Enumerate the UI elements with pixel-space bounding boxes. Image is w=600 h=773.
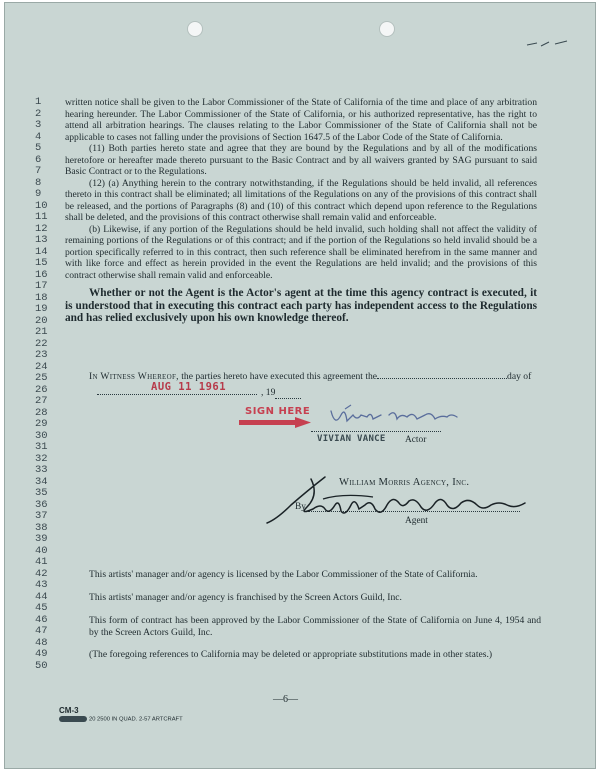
line-number: 25 <box>35 372 48 384</box>
actor-signature <box>325 401 475 435</box>
agent-label: Agent <box>405 516 428 526</box>
line-number: 13 <box>35 234 48 246</box>
line-number: 18 <box>35 291 48 304</box>
paragraph-arbitration: written notice shall be given to the Labor Commissioner of the State of California of the time and place of any arbitration hearing hereunder. The Labor Commissioner of the State of California, or his authorized representative, has the right to attend all arbitration hearings. The clauses relating to the Labor Commissioner of the State of California shall not be applicable to cases not falling under the provisions of Section 1647.5 of the Labor Code of the State of California. <box>65 97 537 143</box>
line-number: 6 <box>35 153 42 166</box>
line-number: 19 <box>35 303 48 315</box>
line-number: 17 <box>35 280 48 292</box>
line-number: 37 <box>35 510 48 522</box>
line-number: 22 <box>35 337 48 350</box>
line-number: 41 <box>35 556 48 568</box>
line-number: 14 <box>35 245 48 258</box>
arrow-right-icon <box>239 417 311 429</box>
agency-name: William Morris Agency, Inc. <box>339 477 470 488</box>
agent-signature <box>263 469 533 527</box>
line-number: 43 <box>35 579 48 591</box>
line-number: 10 <box>35 199 48 212</box>
line-number: 50 <box>35 659 48 672</box>
line-number: 23 <box>35 349 48 361</box>
line-number: 30 <box>35 429 48 442</box>
sign-here-stamp: SIGN HERE <box>245 406 311 417</box>
line-number: 9 <box>35 188 42 200</box>
line-number: 39 <box>35 533 48 545</box>
line-number: 16 <box>35 268 48 281</box>
paragraph-12a: (12) (a) Anything herein to the contrary notwithstanding, if the Regulations should be held invalid, all references thereto in this contract shall be eliminated; all limitations of the Regulations on any of the provisions of this contract shall be released, and the portions of Paragraphs (8) and (10) of this contract which depend upon reference to the Regulations shall be deleted, and the provisions of this contract otherwise shall remain valid and enforceable. <box>65 177 537 223</box>
printer-logo-icon <box>59 716 87 722</box>
franchise-note: This artists' manager and/or agency is franchised by the Screen Actors Guild, Inc. <box>89 592 402 603</box>
line-number: 31 <box>35 441 48 453</box>
approval-note: This form of contract has been approved by the Labor Commissioner of the State of California on June 4, 1954 and by the Screen Actors Guild, Inc. <box>89 615 541 638</box>
date-blank-line <box>97 394 257 395</box>
actor-label: Actor <box>405 435 427 445</box>
line-number: 26 <box>35 383 48 396</box>
line-number: 3 <box>35 119 42 131</box>
page-number: —6— <box>273 694 298 705</box>
witness-text: the parties hereto have executed this agreement the <box>178 371 378 382</box>
line-number: 47 <box>35 625 48 637</box>
contract-body <box>65 97 537 325</box>
corner-pencil-mark <box>525 35 575 51</box>
independent-access-notice: Whether or not the Agent is the Actor's agent at the time this agency contract is executed, it is understood that in executing this contract each party has independent access to the Regulations and has relied exclusively upon his own knowledge thereof. <box>65 287 537 325</box>
line-number: 11 <box>35 211 48 223</box>
line-number: 35 <box>35 487 48 499</box>
license-note: This artists' manager and/or agency is licensed by the Labor Commissioner of the State of California. <box>89 569 478 580</box>
line-number: 24 <box>35 360 48 373</box>
actor-signature-line <box>311 431 441 432</box>
line-number: 29 <box>35 418 48 430</box>
year-blank-line <box>275 398 301 399</box>
line-number: 45 <box>35 602 48 614</box>
contract-page <box>4 2 596 769</box>
line-number: 34 <box>35 475 48 488</box>
paragraph-12b: (b) Likewise, if any portion of the Regulations should be held invalid, such holding shall not affect the validity of remaining portions of the Regulations or of this contract; and if the portion of the Regulations so held invalid should be a portion specifically referred to in this contract, then such reference shall be eliminated herefrom in the same manner and with like force and effect as herein provided in the event the Regulations are held invalid; and the provisions of this contract otherwise shall remain valid and enforceable. <box>65 223 537 281</box>
form-code: CM-3 <box>59 706 79 715</box>
line-number: 2 <box>35 107 42 120</box>
line-number: 20 <box>35 314 48 327</box>
line-number: 46 <box>35 613 48 626</box>
day-of-label: day of <box>507 371 532 382</box>
actor-name-stamp: VIVIAN VANCE <box>317 434 386 444</box>
line-number: 48 <box>35 636 48 649</box>
line-number: 5 <box>35 142 42 154</box>
binder-hole-left <box>187 21 203 37</box>
printer-line <box>59 716 183 723</box>
substitution-note: (The foregoing references to California may be deleted or appropriate substitutions made in other states.) <box>89 649 493 660</box>
line-number: 1 <box>35 96 42 108</box>
by-label: By <box>295 502 306 512</box>
line-number: 4 <box>35 130 42 143</box>
date-stamp: AUG 11 1961 <box>151 381 227 393</box>
line-number: 49 <box>35 648 48 660</box>
line-number: 8 <box>35 176 42 189</box>
line-number: 36 <box>35 498 48 511</box>
line-number: 15 <box>35 257 48 269</box>
line-number: 7 <box>35 165 42 177</box>
binder-hole-right <box>379 21 395 37</box>
line-numbers <box>35 97 48 672</box>
line-number: 12 <box>35 222 48 235</box>
line-number: 44 <box>35 590 48 603</box>
line-number: 33 <box>35 464 48 476</box>
line-number: 38 <box>35 521 48 534</box>
paragraph-11: (11) Both parties hereto state and agree that they are bound by the Regulations and by all of the modifications heretofore or hereafter made thereto pursuant to the Basic Contract and by all waivers granted by SAG pursuant to said Basic Contract or to the Regulations. <box>65 143 537 177</box>
day-blank <box>377 378 507 379</box>
line-number: 21 <box>35 326 48 338</box>
line-number: 42 <box>35 567 48 580</box>
line-number: 32 <box>35 452 48 465</box>
line-number: 28 <box>35 406 48 419</box>
line-number: 27 <box>35 395 48 407</box>
printer-text: 20 2500 IN QUAD. 2-57 ARTCRAFT <box>89 716 183 723</box>
line-number: 40 <box>35 544 48 557</box>
year-prefix: , 19 <box>261 387 276 398</box>
witness-lead: In Witness Whereof, <box>89 371 179 382</box>
